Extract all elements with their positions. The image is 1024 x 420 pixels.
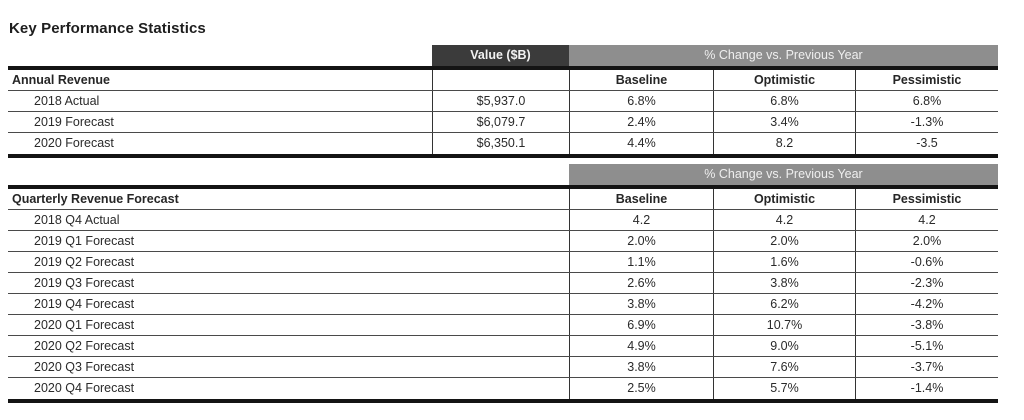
- row-label: 2019 Q1 Forecast: [34, 234, 135, 248]
- baseline-cell: 4.9%: [569, 336, 713, 356]
- baseline-cell: 2.4%: [569, 112, 713, 132]
- table-row: [8, 231, 998, 252]
- pessimistic-cell: -4.2%: [855, 294, 998, 314]
- pessimistic-cell: -3.5: [855, 133, 998, 154]
- baseline-cell: 1.1%: [569, 252, 713, 272]
- row-label: 2020 Q2 Forecast: [34, 339, 135, 353]
- optimistic-cell: 3.8%: [713, 273, 855, 293]
- row-label: 2020 Q3 Forecast: [34, 360, 135, 374]
- table-row: [8, 378, 998, 399]
- value-column-header: Value ($B): [432, 45, 569, 66]
- pessimistic-cell: -1.3%: [855, 112, 998, 132]
- percent-change-header: % Change vs. Previous Year: [569, 164, 998, 185]
- table-row: [8, 273, 998, 294]
- optimistic-cell: 8.2: [713, 133, 855, 154]
- table-row: [8, 336, 998, 357]
- optimistic-cell: 3.4%: [713, 112, 855, 132]
- table-row: [8, 91, 998, 112]
- baseline-cell: 4.2: [569, 210, 713, 230]
- row-label: 2020 Q4 Forecast: [34, 381, 135, 395]
- baseline-cell: 6.9%: [569, 315, 713, 335]
- header-band: [8, 45, 998, 66]
- annual-revenue-table: [8, 45, 998, 158]
- baseline-cell: 6.8%: [569, 91, 713, 111]
- baseline-cell: 4.4%: [569, 133, 713, 154]
- optimistic-cell: 6.8%: [713, 91, 855, 111]
- column-header-row: [8, 70, 998, 91]
- row-label: 2018 Actual: [34, 94, 100, 108]
- baseline-cell: 3.8%: [569, 294, 713, 314]
- table-row: [8, 315, 998, 336]
- row-label: 2019 Q2 Forecast: [34, 255, 135, 269]
- row-label: 2020 Forecast: [34, 136, 114, 150]
- pessimistic-header: Pessimistic: [855, 189, 998, 209]
- optimistic-cell: 9.0%: [713, 336, 855, 356]
- row-label: 2019 Q4 Forecast: [34, 297, 135, 311]
- quarterly-revenue-table: [8, 164, 998, 403]
- optimistic-cell: 6.2%: [713, 294, 855, 314]
- value-cell: $6,079.7: [432, 112, 569, 132]
- percent-change-header: % Change vs. Previous Year: [569, 45, 998, 66]
- table-row: [8, 133, 998, 154]
- baseline-cell: 2.0%: [569, 231, 713, 251]
- baseline-cell: 2.6%: [569, 273, 713, 293]
- section-label: Annual Revenue: [12, 73, 110, 87]
- table-row: [8, 112, 998, 133]
- optimistic-header: Optimistic: [713, 70, 855, 90]
- column-header-row: [8, 189, 998, 210]
- table-bottom-rule: [8, 399, 998, 403]
- value-header-cell: [432, 70, 569, 90]
- table-row: [8, 252, 998, 273]
- pessimistic-cell: -0.6%: [855, 252, 998, 272]
- row-label: 2020 Q1 Forecast: [34, 318, 135, 332]
- optimistic-cell: 7.6%: [713, 357, 855, 377]
- row-label: 2019 Forecast: [34, 115, 114, 129]
- table-bottom-rule: [8, 154, 998, 158]
- optimistic-cell: 2.0%: [713, 231, 855, 251]
- baseline-cell: 2.5%: [569, 378, 713, 399]
- optimistic-header: Optimistic: [713, 189, 855, 209]
- section-label: Quarterly Revenue Forecast: [12, 192, 179, 206]
- optimistic-cell: 1.6%: [713, 252, 855, 272]
- table-row: [8, 210, 998, 231]
- baseline-cell: 3.8%: [569, 357, 713, 377]
- pessimistic-cell: -5.1%: [855, 336, 998, 356]
- optimistic-cell: 10.7%: [713, 315, 855, 335]
- table-row: [8, 357, 998, 378]
- value-cell: $5,937.0: [432, 91, 569, 111]
- pessimistic-header: Pessimistic: [855, 70, 998, 90]
- baseline-header: Baseline: [569, 189, 713, 209]
- pessimistic-cell: 2.0%: [855, 231, 998, 251]
- optimistic-cell: 4.2: [713, 210, 855, 230]
- value-cell: $6,350.1: [432, 133, 569, 154]
- pessimistic-cell: -1.4%: [855, 378, 998, 399]
- row-label: 2019 Q3 Forecast: [34, 276, 135, 290]
- table-row: [8, 294, 998, 315]
- header-band: [8, 164, 998, 185]
- baseline-header: Baseline: [569, 70, 713, 90]
- page-title: Key Performance Statistics: [9, 20, 206, 37]
- pessimistic-cell: 4.2: [855, 210, 998, 230]
- pessimistic-cell: -3.8%: [855, 315, 998, 335]
- row-label: 2018 Q4 Actual: [34, 213, 120, 227]
- pessimistic-cell: -3.7%: [855, 357, 998, 377]
- pessimistic-cell: 6.8%: [855, 91, 998, 111]
- optimistic-cell: 5.7%: [713, 378, 855, 399]
- pessimistic-cell: -2.3%: [855, 273, 998, 293]
